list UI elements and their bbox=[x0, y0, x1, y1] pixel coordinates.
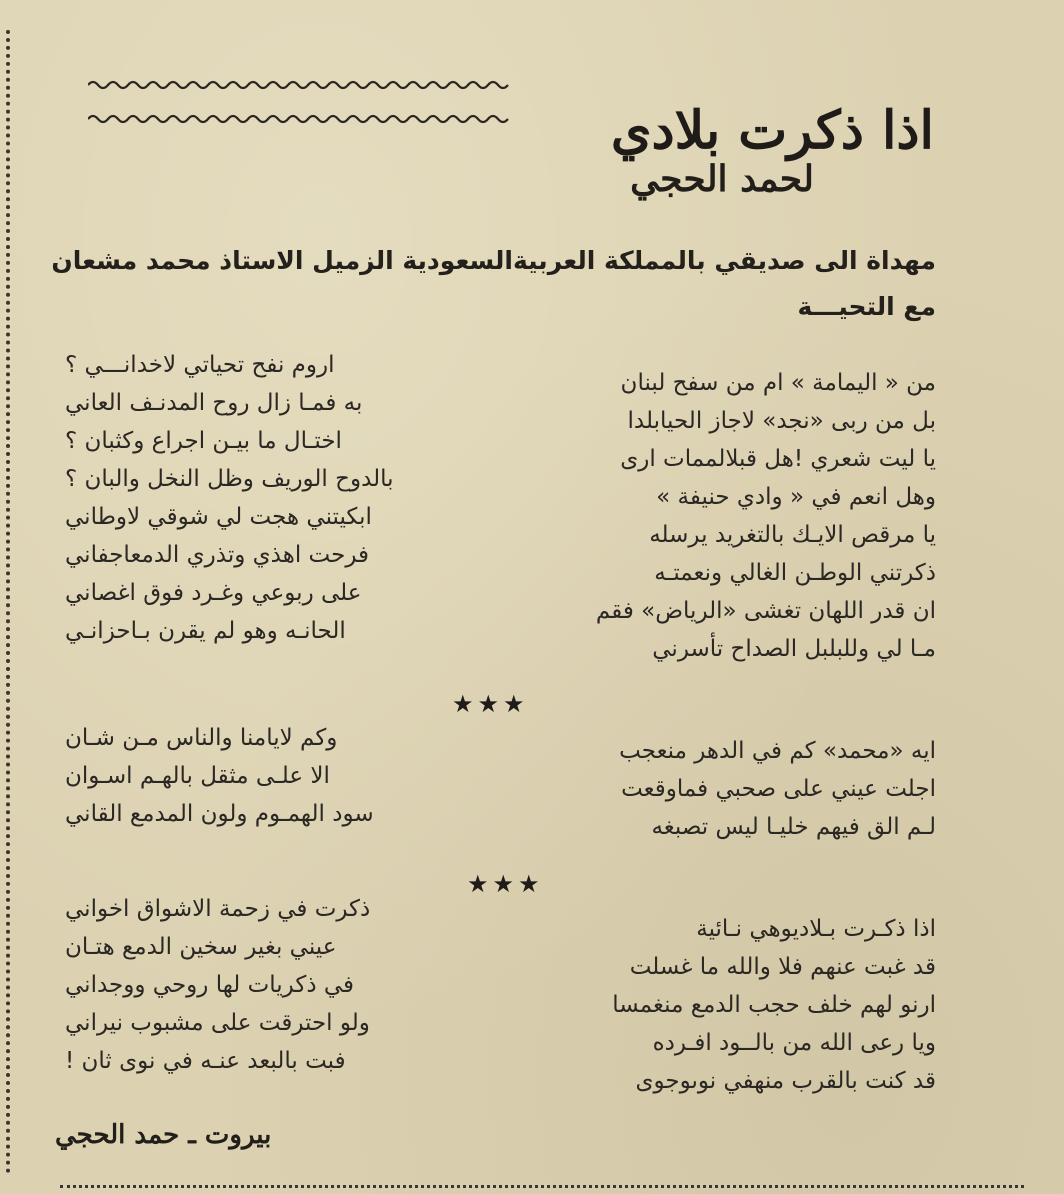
verse-left-6: فرحت اهذي وتذري الدمعاجفاني bbox=[65, 542, 370, 568]
wavy-rule-bottom bbox=[88, 112, 510, 126]
verse-left-15: ولو احترقت على مشبوب نيراني bbox=[65, 1010, 370, 1036]
verse-left-13: عيني بغير سخين الدمع هتـان bbox=[65, 934, 337, 960]
stanza-separator-stars-2: ★★★ bbox=[467, 870, 544, 898]
verse-right-16: قد كنت بالقرب منهفي نوىوجوى bbox=[635, 1068, 936, 1094]
verse-left-11: سود الهمـوم ولون المدمع القاني bbox=[65, 801, 374, 827]
verse-right-9: ايه «محمد» كم في الدهر منعجب bbox=[619, 738, 936, 764]
verse-left-9: وكم لايامنا والناس مـن شـان bbox=[65, 725, 338, 751]
signature: بيروت ـ حمد الحجي bbox=[55, 1120, 272, 1150]
dedication-line-2: مع التحيـــة bbox=[797, 292, 936, 321]
verse-right-13: قد غبت عنهم فلا والله ما غسلت bbox=[629, 954, 936, 980]
verse-left-14: في ذكريات لها روحي ووجداني bbox=[65, 972, 355, 998]
verse-left-10: الا علـى مثقل بالهـم اسـوان bbox=[65, 763, 330, 789]
verse-right-1: من « اليمامة » ام من سفح لبنان bbox=[620, 370, 936, 396]
verse-left-12: ذكرت في زحمة الاشواق اخواني bbox=[65, 896, 371, 922]
wavy-rule-top bbox=[88, 78, 510, 92]
verse-right-14: ارنو لهم خلف حجب الدمع منغمسا bbox=[612, 992, 936, 1018]
author-byline: لحمد الحجي bbox=[630, 158, 814, 200]
poem-title: اذا ذكرت بلادي bbox=[610, 100, 934, 161]
verse-right-2: بل من ربى «نجد» لاجاز الحيابلدا bbox=[627, 408, 936, 434]
verse-right-12: اذا ذكـرت بـلاديوهي نـائية bbox=[696, 916, 936, 942]
verse-left-3: اختـال ما بيـن اجراع وكثبان ؟ bbox=[65, 428, 342, 454]
verse-left-4: بالدوح الوريف وظل النخل والبان ؟ bbox=[65, 466, 394, 492]
verse-left-2: به فمـا زال روح المدنـف العاني bbox=[65, 390, 363, 416]
dotted-bottom-border bbox=[60, 1185, 1024, 1188]
dedication-line-1: مهداة الى صديقي بالمملكة العربيةالسعودية الزميل الاستاذ محمد مشعان bbox=[51, 246, 936, 275]
verse-right-15: ويا رعى الله من بالــود افـرده bbox=[652, 1030, 936, 1056]
verse-right-11: لـم الق فيهم خليـا ليس تصبغه bbox=[651, 814, 936, 840]
dotted-left-border bbox=[6, 30, 10, 1174]
stanza-separator-stars: ★★★ bbox=[452, 690, 529, 718]
verse-left-7: على ربوعي وغـرد فوق اغصاني bbox=[65, 580, 362, 606]
verse-left-1: اروم نفح تحياتي لاخدانـــي ؟ bbox=[65, 352, 335, 378]
verse-left-5: ابكيتني هجت لي شوقي لاوطاني bbox=[65, 504, 372, 530]
verse-left-8: الحانـه وهو لم يقرن بـاحزانـي bbox=[65, 618, 346, 644]
verse-right-4: وهل انعم في « وادي حنيفة » bbox=[656, 484, 936, 510]
verse-right-3: يا ليت شعري !هل قبلالممات ارى bbox=[620, 446, 936, 472]
verse-right-8: مـا لي وللبلبل الصداح تأسرني bbox=[652, 636, 936, 662]
verse-right-7: ان قدر اللهان تغشى «الرياض» فقم bbox=[595, 598, 936, 624]
verse-right-6: ذكرتني الوطـن الغالي ونعمتـه bbox=[654, 560, 936, 586]
verse-right-10: اجلت عيني على صحبي فماوقعت bbox=[621, 776, 936, 802]
verse-right-5: يا مرقص الايـك بالتغريد يرسله bbox=[649, 522, 936, 548]
verse-left-16: فبت بالبعد عنـه في نوى ثان ! bbox=[65, 1048, 346, 1074]
